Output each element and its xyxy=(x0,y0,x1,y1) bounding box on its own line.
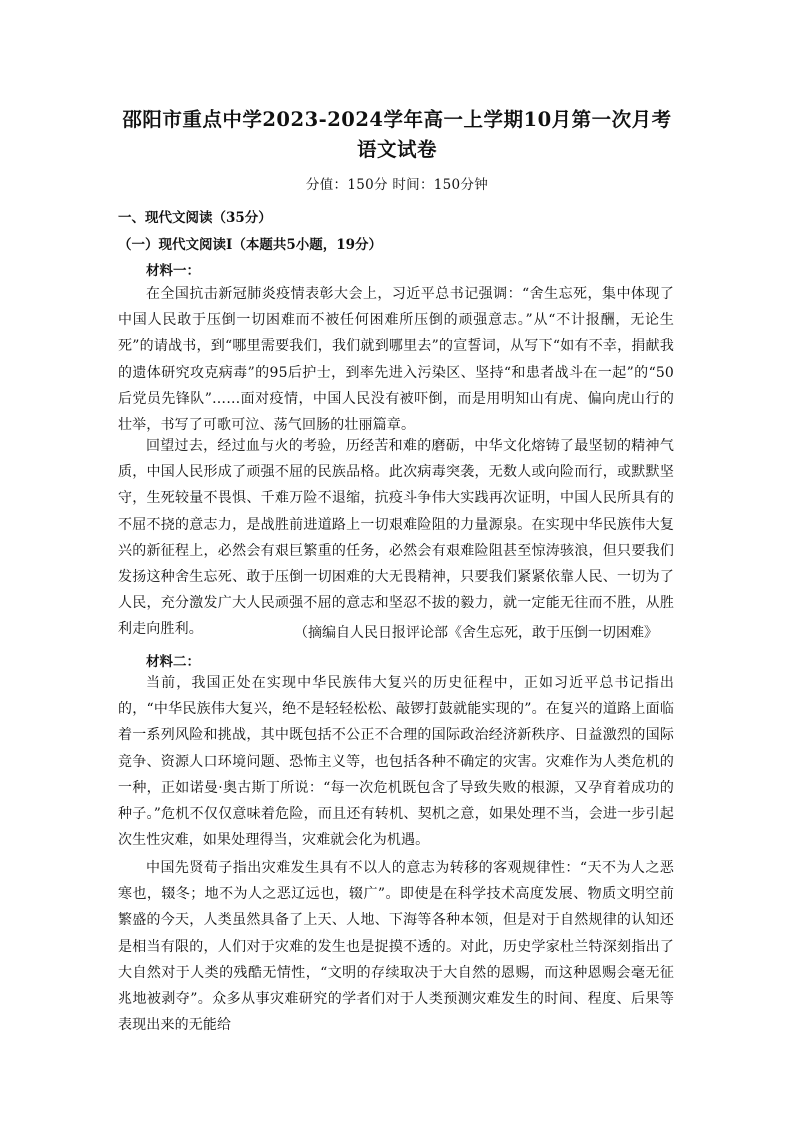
material-2-paragraph: 中国先贤荀子指出灾难发生具有不以人的意志为转移的客观规律性：“天不为人之恶寒也，辍冬；地不为人之恶辽远也，辍广”。即使是在科学技术高度发展、物质文明空前繁盛的今天，人类虽然具备了上天、人地、下海等各种本领，但是对于自然规律的认知还是相当有限的，人们对于灾难的发生也是捉摸不透的。对此，历史学家杜兰特深刻指出了大自然对于人类的残酷无情性，“文明的存续取决于大自然的恩赐，而这种恩赐会毫无征兆地被剥夺”。众多从事灾难研究的学者们对于人类预测灾难发生的时间、程度、后果等表现出来的无能给 xyxy=(118,860,674,1034)
material-1-source: （摘编自人民日报评论部《舍生忘死，敢于压倒一切困难》 xyxy=(294,625,658,641)
material-1-paragraph: 在全国抗击新冠肺炎疫情表彰大会上，习近平总书记强调：“舍生忘死，集中体现了中国人民敢于压倒一切困难而不被任何困难所压倒的顽强意志。”从“不计报酬，无论生死”的请战书，到“哪里需要我们，我们就到哪里去”的宣誓词，从写下“如有不幸，捐献我的遗体研究攻克病毒”的95后护士，到率先进入污染区、坚持“和患者战斗在一起”的“50后党员先锋队”……面对疫情，中国人民没有被吓倒，而是用明知山有虎、偏向虎山行的壮举，书写了可歌可泣、荡气回肠的壮丽篇章。 xyxy=(118,286,674,434)
exam-subtitle: 语文试卷 xyxy=(356,138,437,161)
exam-title: 邵阳市重点中学2023-2024学年高一上学期10月第一次月考 xyxy=(122,108,672,131)
material-1-paragraph: 回望过去，经过血与火的考验，历经苦和难的磨砺，中华文化熔铸了最坚韧的精神气质，中国人民形成了顽强不屈的民族品格。此次病毒突袭，无数人或向险而行，或默默坚守，生死较量不畏惧、千难万险不退缩，抗疫斗争伟大实践再次证明，中国人民所具有的不屈不挠的意志力，是战胜前进道路上一切艰难险阻的力量源泉。在实现中华民族伟大复兴的新征程上，必然会有艰巨繁重的任务，必然会有艰难险阻甚至惊涛骇浪，但只要我们发扬这种舍生忘死、敢于压倒一切困难的大无畏精神，只要我们紧紧依靠人民、一切为了人民，充分激发广大人民顽强不屈的意志和坚忍不拔的毅力，就一定能无往而不胜，从胜利走向胜利。 xyxy=(118,438,674,638)
material-2-heading: 材料二： xyxy=(146,654,200,670)
section-heading: 一、现代文阅读（35分） xyxy=(118,210,272,226)
material-1-heading: 材料一： xyxy=(146,263,200,279)
exam-meta: 分值：150分 时间：150分钟 xyxy=(305,177,489,193)
subsection-heading: （一）现代文阅读Ⅰ（本题共5小题，19分） xyxy=(118,237,382,253)
material-2-paragraph: 当前，我国正处在实现中华民族伟大复兴的历史征程中，正如习近平总书记指出的，“中华民族伟大复兴，绝不是轻轻松松、敲锣打鼓就能实现的”。在复兴的道路上面临着一系列风险和挑战，其中既包括不公正不合理的国际政治经济新秩序、日益激烈的国际竞争、资源人口环境问题、恐怖主义等，也包括各种不确定的灾害。灾难作为人类危机的一种，正如诺曼·奥古斯丁所说：“每一次危机既包含了导致失败的根源，又孕育着成功的种子。”危机不仅仅意味着危险，而且还有转机、契机之意，如果处理不当，会进一步引起次生性灾难，如果处理得当，灾难就会化为机遇。 xyxy=(118,675,674,849)
